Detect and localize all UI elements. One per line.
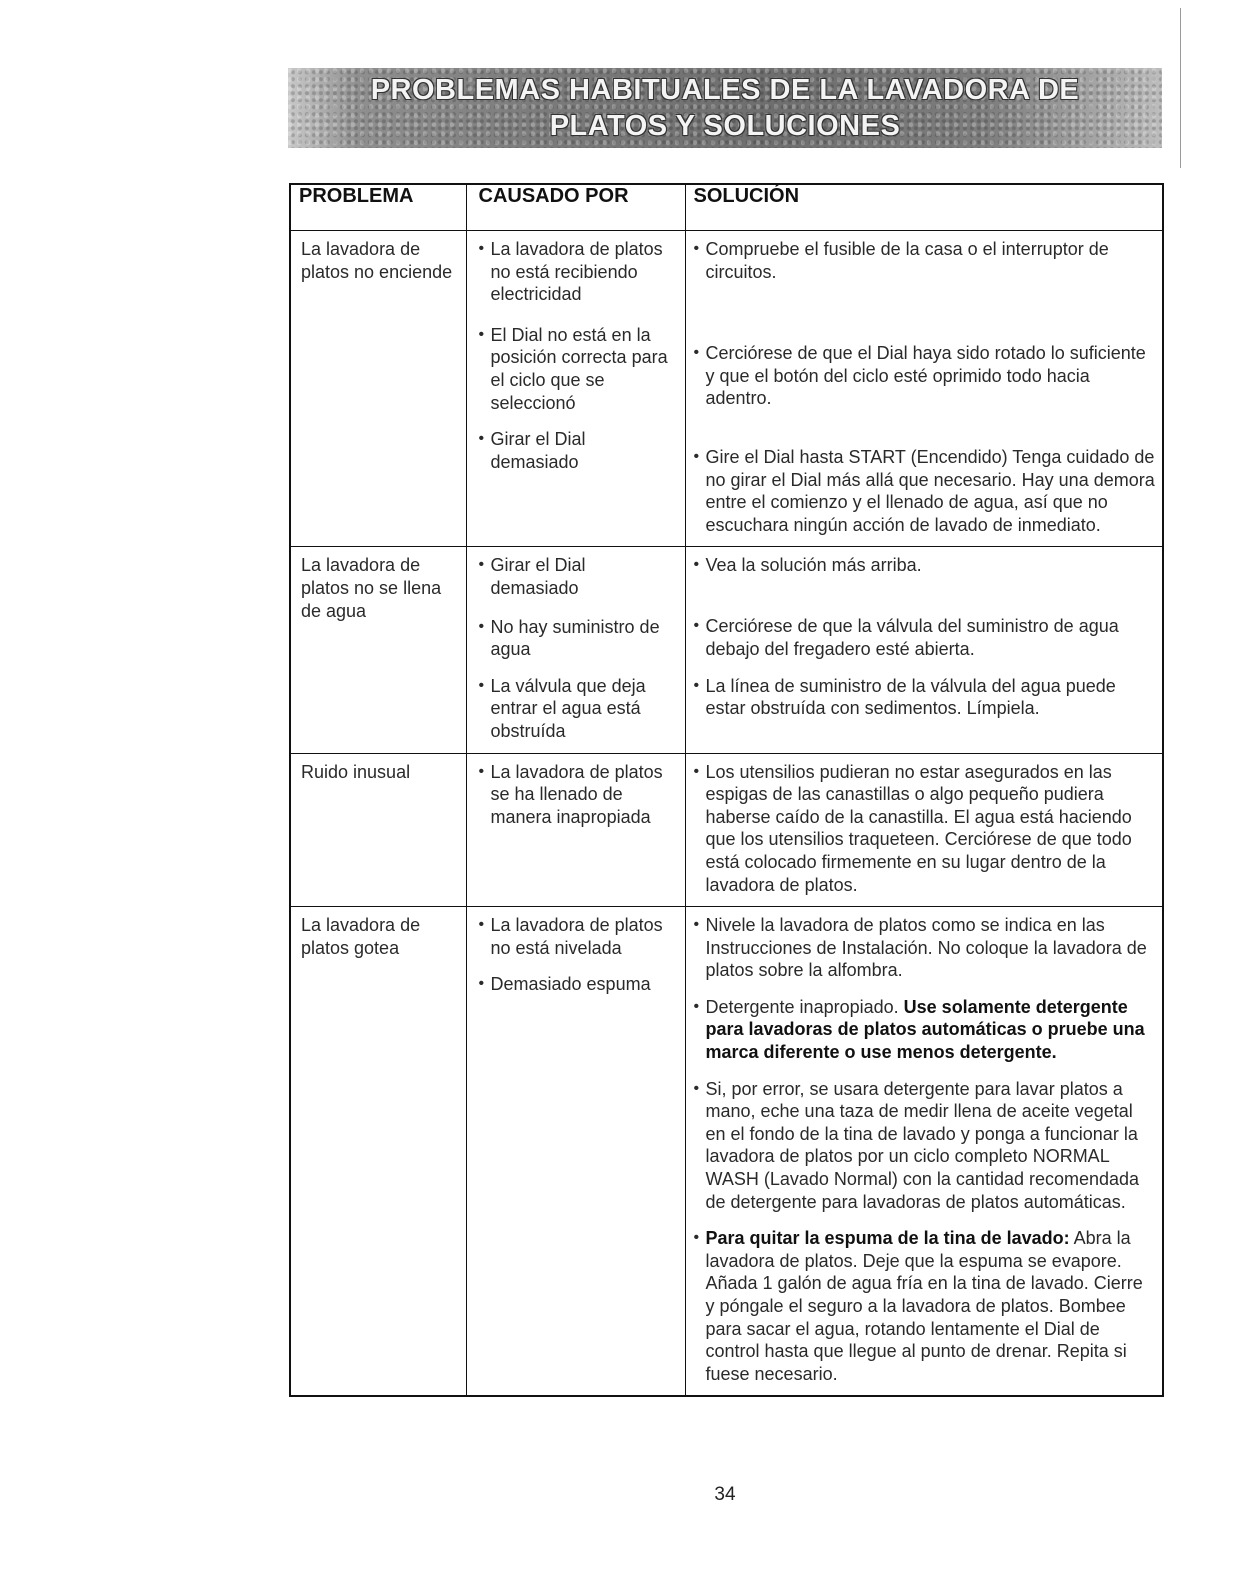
- table-row: [290, 547, 1163, 753]
- bullet-icon: •: [478, 676, 485, 694]
- bullet-icon: •: [693, 556, 700, 574]
- cause-item: • Girar el Dial demasiado: [478, 429, 586, 472]
- solution-item: • Compruebe el fusible de la casa o el interruptor de circuitos.: [694, 238, 1157, 324]
- solution-cell: [685, 547, 1163, 753]
- bullet-icon: •: [478, 916, 485, 934]
- cause-cell: [466, 231, 685, 547]
- bullet-icon: •: [478, 556, 485, 574]
- bullet-icon: •: [693, 1079, 700, 1097]
- bullet-icon: •: [693, 240, 700, 257]
- solution-item: • Los utensilios pudieran no estar asegurados en las espigas de las canastillas o algo pequeño pudiera haberse caído de la canastilla. El agua está haciendo que los utensilios traqueteen. Cerciórese de que todo está colocado firmemente en su lugar dentro de la lavadora de platos.: [693, 761, 1132, 895]
- solution-item-foam: • Para quitar la espuma de la tina de lavado: Abra la lavadora de platos. Deje que la espuma se evapore. Añada 1 galón de agua fría en la tina de lavado. Cierre y póngale el seguro a la lavadora de platos. Bombee para sacar el agua, rotando lentamente el Dial de control hasta que llegue al punto de drenar. Repita si fuese necesario.: [693, 1228, 1143, 1384]
- cause-item: • La lavadora de platos no está nivelada: [478, 915, 663, 958]
- bullet-icon: •: [693, 916, 700, 934]
- table-row: [290, 907, 1163, 1397]
- column-header-cause: CAUSADO POR: [466, 184, 685, 231]
- problem-cell: Ruido inusual: [290, 753, 466, 907]
- cause-item: • La lavadora de platos no está recibiendo electricidad: [478, 239, 663, 305]
- cause-cell: [466, 547, 685, 753]
- bullet-icon: •: [693, 617, 700, 635]
- title-banner: [288, 68, 1162, 148]
- cause-cell: [466, 753, 685, 907]
- table-row: [290, 231, 1163, 547]
- solution-cell: [685, 231, 1163, 547]
- bullet-icon: •: [478, 975, 485, 993]
- bullet-icon: •: [693, 1229, 700, 1247]
- title-line-2: PLATOS Y SOLUCIONES: [549, 110, 901, 142]
- solution-item: • Cerciórese de que el Dial haya sido rotado lo suficiente y que el botón del ciclo esté oprimido todo hacia adentro.: [694, 342, 1157, 432]
- cause-item: • Girar el Dial demasiado: [478, 555, 586, 598]
- bullet-icon: •: [693, 448, 700, 465]
- bullet-icon: •: [693, 676, 700, 694]
- solution-cell: [685, 753, 1163, 907]
- page-number: 34: [714, 1484, 736, 1505]
- bullet-icon: •: [693, 997, 700, 1015]
- solution-item-handsoap: • Si, por error, se usara detergente para lavar platos a mano, eche una taza de medir llena de aceite vegetal en el fondo de la tina de lavado y ponga a funcionar la lavadora de platos por un ciclo completo NORMAL WASH (Lavado Normal) con la cantidad recomendada de detergente para lavadoras de platos automáticas.: [693, 1078, 1140, 1212]
- solution-item: • La línea de suministro de la válvula del agua puede estar obstruída con sedimentos. Límpiela.: [693, 675, 1116, 719]
- solution-item-detergent: • Detergente inapropiado. Use solamente detergente para lavadoras de platos automáticas o pruebe una marca diferente o use menos detergente.: [693, 996, 1145, 1063]
- bullet-icon: •: [693, 344, 700, 361]
- bullet-icon: •: [693, 762, 700, 780]
- bullet-icon: •: [478, 430, 485, 448]
- cause-item: • La lavadora de platos se ha llenado de manera inapropiada: [478, 761, 663, 827]
- cause-item: • La válvula que deja entrar el agua está obstruída: [478, 675, 646, 741]
- bullet-icon: •: [478, 240, 485, 257]
- bullet-icon: •: [478, 762, 485, 780]
- troubleshooting-table: [289, 183, 1164, 1397]
- cause-item: • Demasiado espuma: [478, 974, 651, 995]
- solution-item: • Cerciórese de que la válvula del suministro de agua debajo del fregadero esté abierta.: [693, 616, 1119, 659]
- cause-cell: [466, 907, 685, 1397]
- solution-item: • Gire el Dial hasta START (Encendido) Tenga cuidado de no girar el Dial más allá que necesario. Hay una demora entre el comienzo y el llenado de agua, así que no escuchara ningún acción de lavado de inmediato.: [693, 447, 1155, 535]
- solution-cell: [685, 907, 1163, 1397]
- cause-item: • No hay suministro de agua: [478, 616, 660, 660]
- bullet-icon: •: [478, 617, 485, 635]
- bullet-icon: •: [478, 325, 485, 343]
- solution-item: • Vea la solución más arriba.: [694, 554, 1157, 599]
- table-row: [290, 753, 1163, 907]
- table-header-row: [290, 184, 1163, 231]
- problem-cell: La lavadora de platos gotea: [290, 907, 466, 1397]
- solution-item: • Nivele la lavadora de platos como se indica en las Instrucciones de Instalación. No coloque la lavadora de platos sobre la alfombra.: [693, 915, 1147, 981]
- page-edge-line: [1180, 8, 1181, 168]
- column-header-solution: SOLUCIÓN: [685, 184, 1163, 231]
- problem-cell: La lavadora de platos no se llena de agua: [290, 547, 466, 753]
- cause-item: • El Dial no está en la posición correcta para el ciclo que se seleccionó: [478, 324, 668, 413]
- title-line-1: PROBLEMAS HABITUALES DE LA LAVADORA DE: [370, 74, 1080, 106]
- problem-cell: La lavadora de platos no enciende: [290, 231, 466, 547]
- column-header-problem: PROBLEMA: [290, 184, 466, 231]
